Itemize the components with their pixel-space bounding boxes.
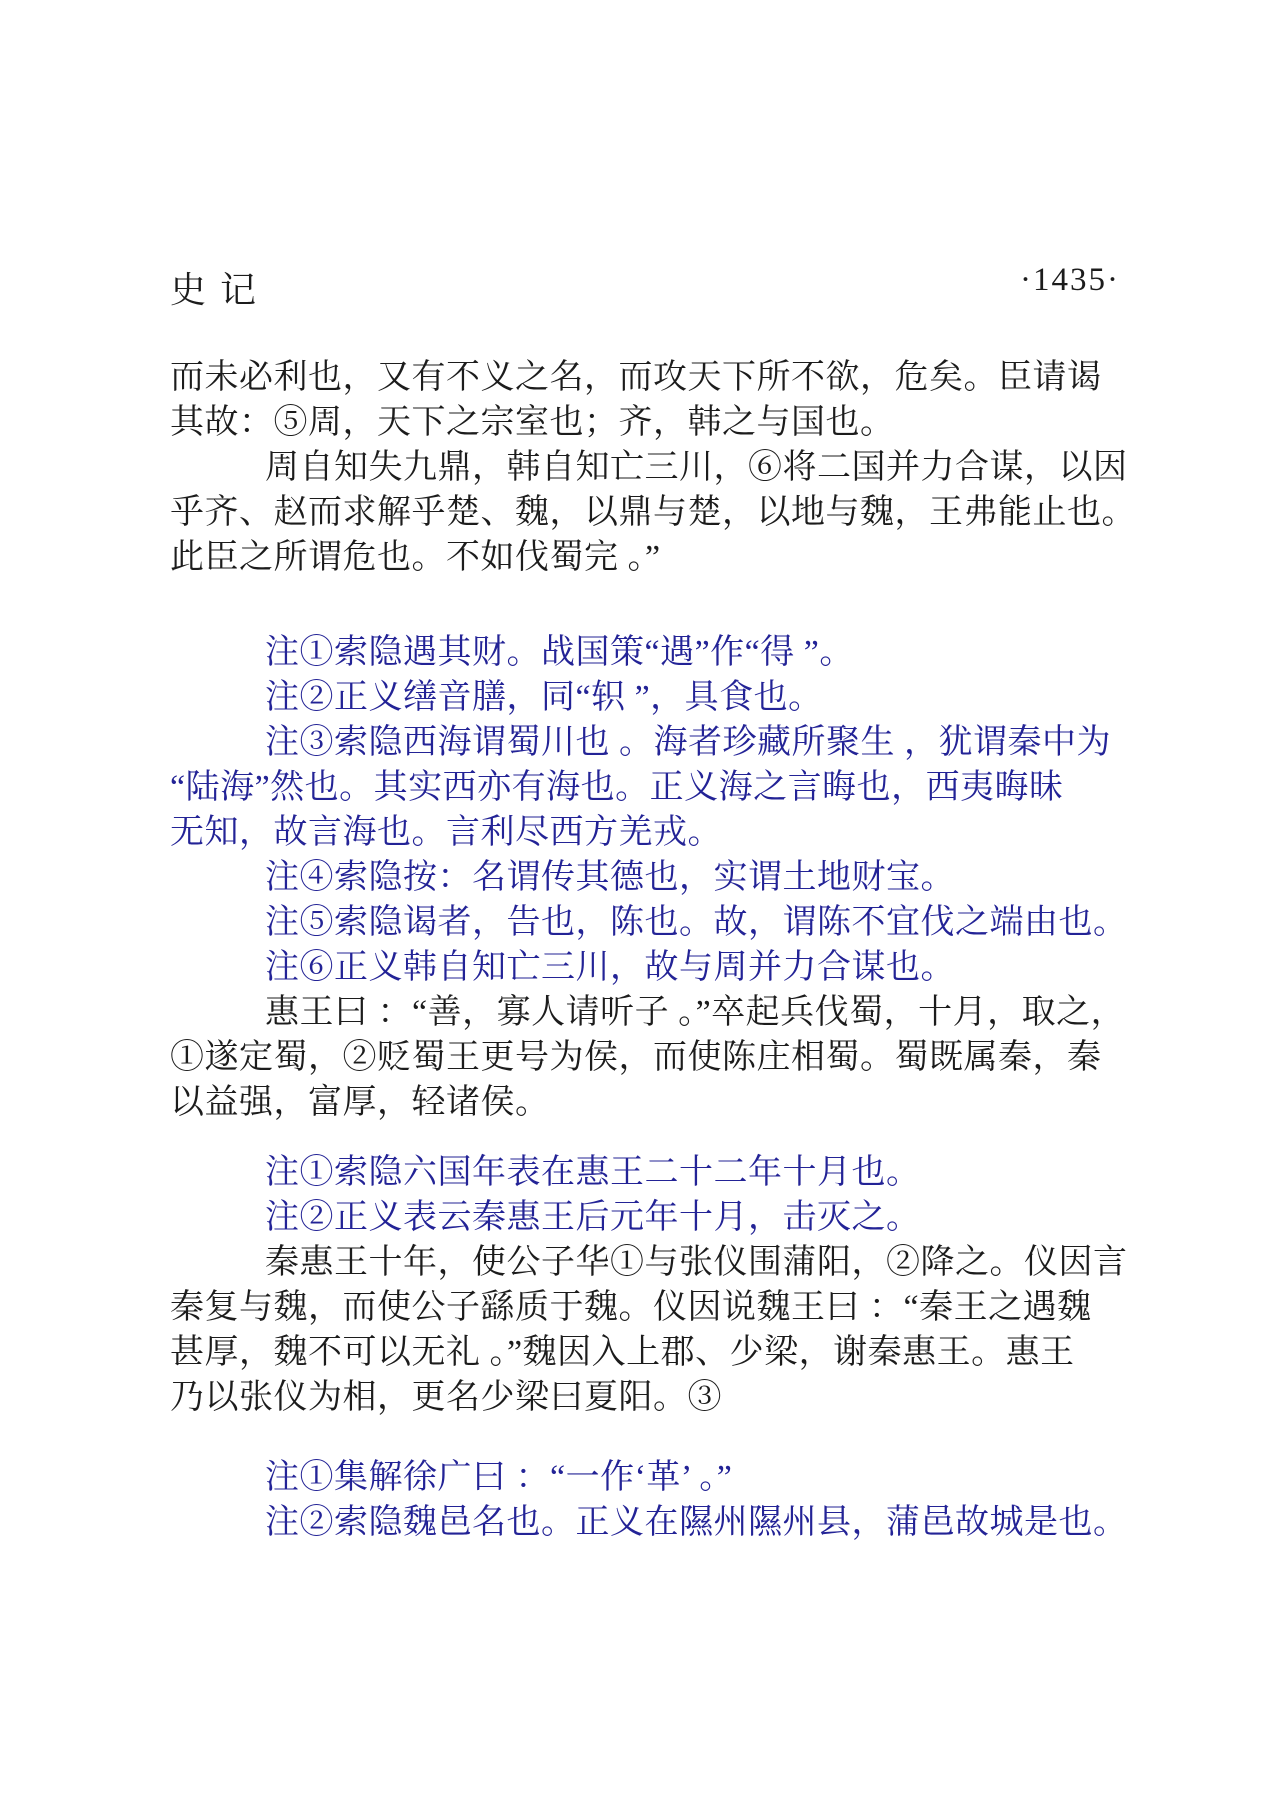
annotation-block: [170, 1455, 1128, 1545]
text-line: 秦复与魏，而使公子繇质于魏。仪因说魏王曰 ：“秦王之遇魏: [170, 1289, 1092, 1326]
text-line: 乎齐、赵而求解乎楚、魏，以鼎与楚，以地与魏，王弗能止也。: [170, 494, 1136, 531]
note-line: 注④索隐按：名谓传其德也，实谓土地财宝。: [265, 859, 955, 896]
book-title: 史记: [170, 270, 271, 310]
note-line: 注②索隐魏邑名也。正义在隰州隰州县，蒲邑故城是也。: [265, 1504, 1128, 1541]
text-line: 惠王曰 ：“善，寡人请听子 。”卒起兵伐蜀，十月，取之，: [265, 994, 1126, 1031]
paragraph-block: [170, 1240, 1128, 1420]
note-line: 注⑤索隐谒者，告也，陈也。故，谓陈不宜伐之端由也。: [265, 904, 1128, 941]
text-line: 乃以张仪为相，更名少梁曰夏阳。③: [170, 1379, 722, 1416]
text-line: 甚厚，魏不可以无礼 。”魏因入上郡、少梁，谢秦惠王。惠王: [170, 1334, 1075, 1371]
page-header: [170, 262, 1120, 310]
text-line: 其故：⑤周，天下之宗室也；齐，韩之与国也。: [170, 404, 895, 441]
annotation-block: [170, 1150, 1120, 1240]
note-line: 注②正义表云秦惠王后元年十月，击灭之。: [265, 1199, 921, 1236]
text-line: 此臣之所谓危也。不如伐蜀完 。”: [170, 539, 661, 576]
note-line: 注②正义缮音膳，同“轵 ”，具食也。: [265, 679, 823, 716]
note-line: 无知，故言海也。言利尽西方羌戎。: [170, 814, 722, 851]
paragraph-block: [170, 355, 1136, 580]
note-line: 注③索隐西海谓蜀川也 。海者珍藏所聚生 ，犹谓秦中为: [265, 724, 1111, 761]
paragraph-block: [170, 990, 1126, 1125]
page-number: ·1435·: [1020, 262, 1120, 298]
annotation-block: [170, 630, 1128, 990]
text-line: 以益强，富厚，轻诸侯。: [170, 1084, 550, 1121]
text-body: [170, 355, 1136, 1545]
note-line: 注①索隐遇其财。战国策“遇”作“得 ”。: [265, 634, 854, 671]
note-line: “陆海”然也。其实西亦有海也。正义海之言晦也，西夷晦昧: [170, 769, 1064, 806]
text-line: ①遂定蜀，②贬蜀王更号为侯，而使陈庄相蜀。蜀既属秦，秦: [170, 1039, 1102, 1076]
text-line: 周自知失九鼎，韩自知亡三川，⑥将二国并力合谋，以因: [265, 449, 1128, 486]
note-line: 注①集解徐广曰 ：“一作‘革’ 。”: [265, 1459, 733, 1496]
note-line: 注⑥正义韩自知亡三川，故与周并力合谋也。: [265, 949, 955, 986]
text-line: 而未必利也，又有不义之名，而攻天下所不欲，危矣。臣请谒: [170, 359, 1102, 396]
text-line: 秦惠王十年，使公子华①与张仪围蒲阳，②降之。仪因言: [265, 1244, 1128, 1281]
note-line: 注①索隐六国年表在惠王二十二年十月也。: [265, 1154, 921, 1191]
